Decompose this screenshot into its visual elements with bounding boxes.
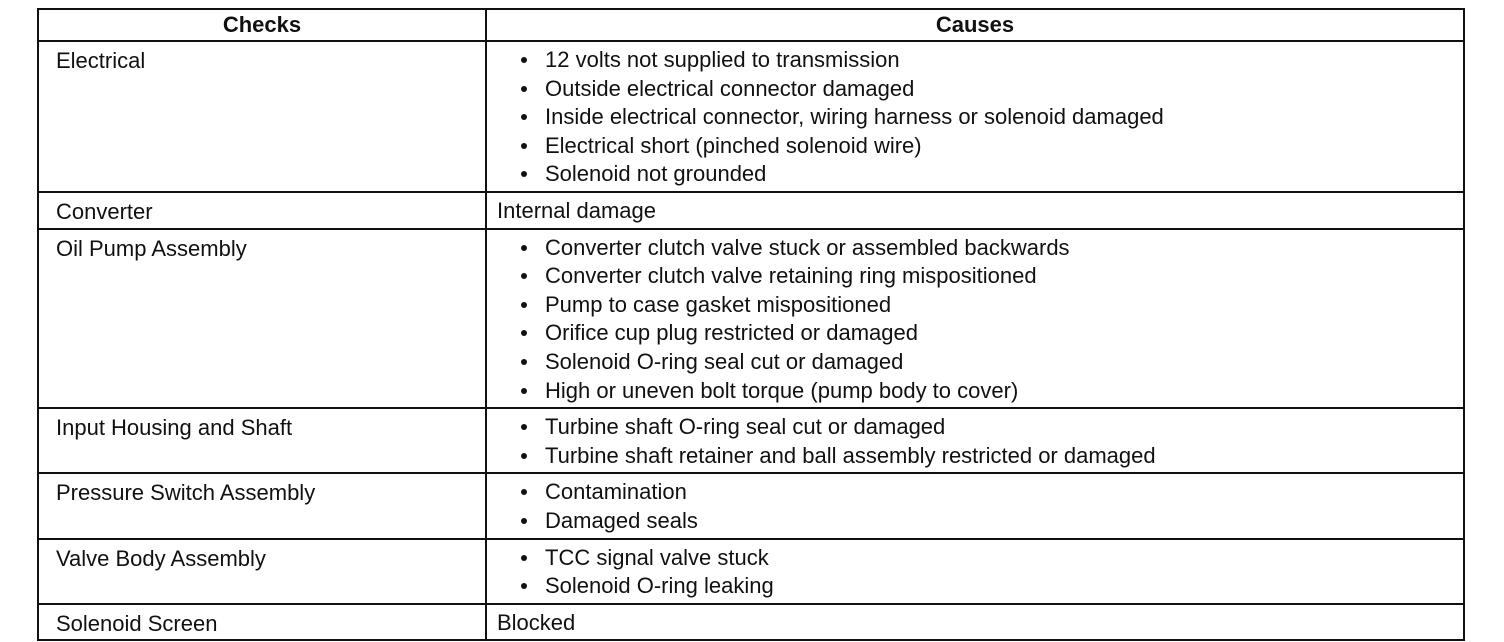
cause-text: Blocked — [497, 609, 576, 635]
cause-item: Turbine shaft retainer and ball assembly restricted or damaged — [497, 442, 1453, 471]
cause-text: Internal damage — [497, 197, 656, 223]
check-cell: Converter — [38, 192, 486, 229]
cause-item: High or uneven bolt torque (pump body to cover) — [497, 377, 1453, 406]
cause-item: Outside electrical connector damaged — [497, 75, 1453, 104]
check-cell: Pressure Switch Assembly — [38, 473, 486, 538]
cause-item: Electrical short (pinched solenoid wire) — [497, 132, 1453, 161]
cause-list — [497, 46, 1453, 189]
check-cell: Valve Body Assembly — [38, 539, 486, 604]
cause-item: Damaged seals — [497, 507, 1453, 536]
cause-item: Inside electrical connector, wiring harness or solenoid damaged — [497, 103, 1453, 132]
cause-item: Converter clutch valve retaining ring mispositioned — [497, 262, 1453, 291]
checks-causes-table — [37, 8, 1465, 641]
cause-item: Solenoid O-ring seal cut or damaged — [497, 348, 1453, 377]
cause-item: TCC signal valve stuck — [497, 544, 1453, 573]
table-row — [38, 192, 1464, 229]
table-row — [38, 539, 1464, 604]
cause-item: 12 volts not supplied to transmission — [497, 46, 1453, 75]
cause-list — [497, 478, 1453, 535]
causes-cell — [486, 539, 1464, 604]
cause-item: Turbine shaft O-ring seal cut or damaged — [497, 413, 1453, 442]
causes-cell — [486, 41, 1464, 192]
cause-item: Solenoid O-ring leaking — [497, 572, 1453, 601]
check-cell: Electrical — [38, 41, 486, 192]
table-row — [38, 473, 1464, 538]
table-row — [38, 408, 1464, 473]
cause-item: Orifice cup plug restricted or damaged — [497, 319, 1453, 348]
check-cell: Input Housing and Shaft — [38, 408, 486, 473]
cause-list — [497, 413, 1453, 470]
header-row — [38, 9, 1464, 41]
header-checks: Checks — [38, 9, 486, 41]
cause-list — [497, 234, 1453, 406]
header-causes: Causes — [486, 9, 1464, 41]
causes-cell — [486, 229, 1464, 409]
cause-item: Converter clutch valve stuck or assembled backwards — [497, 234, 1453, 263]
causes-cell — [486, 604, 1464, 641]
cause-item: Contamination — [497, 478, 1453, 507]
cause-list — [497, 544, 1453, 601]
cause-item: Solenoid not grounded — [497, 160, 1453, 189]
table-row — [38, 41, 1464, 192]
cause-item: Pump to case gasket mispositioned — [497, 291, 1453, 320]
check-cell: Oil Pump Assembly — [38, 229, 486, 409]
check-cell: Solenoid Screen — [38, 604, 486, 641]
causes-cell — [486, 192, 1464, 229]
causes-cell — [486, 473, 1464, 538]
table-row — [38, 229, 1464, 409]
table-row — [38, 604, 1464, 641]
causes-cell — [486, 408, 1464, 473]
